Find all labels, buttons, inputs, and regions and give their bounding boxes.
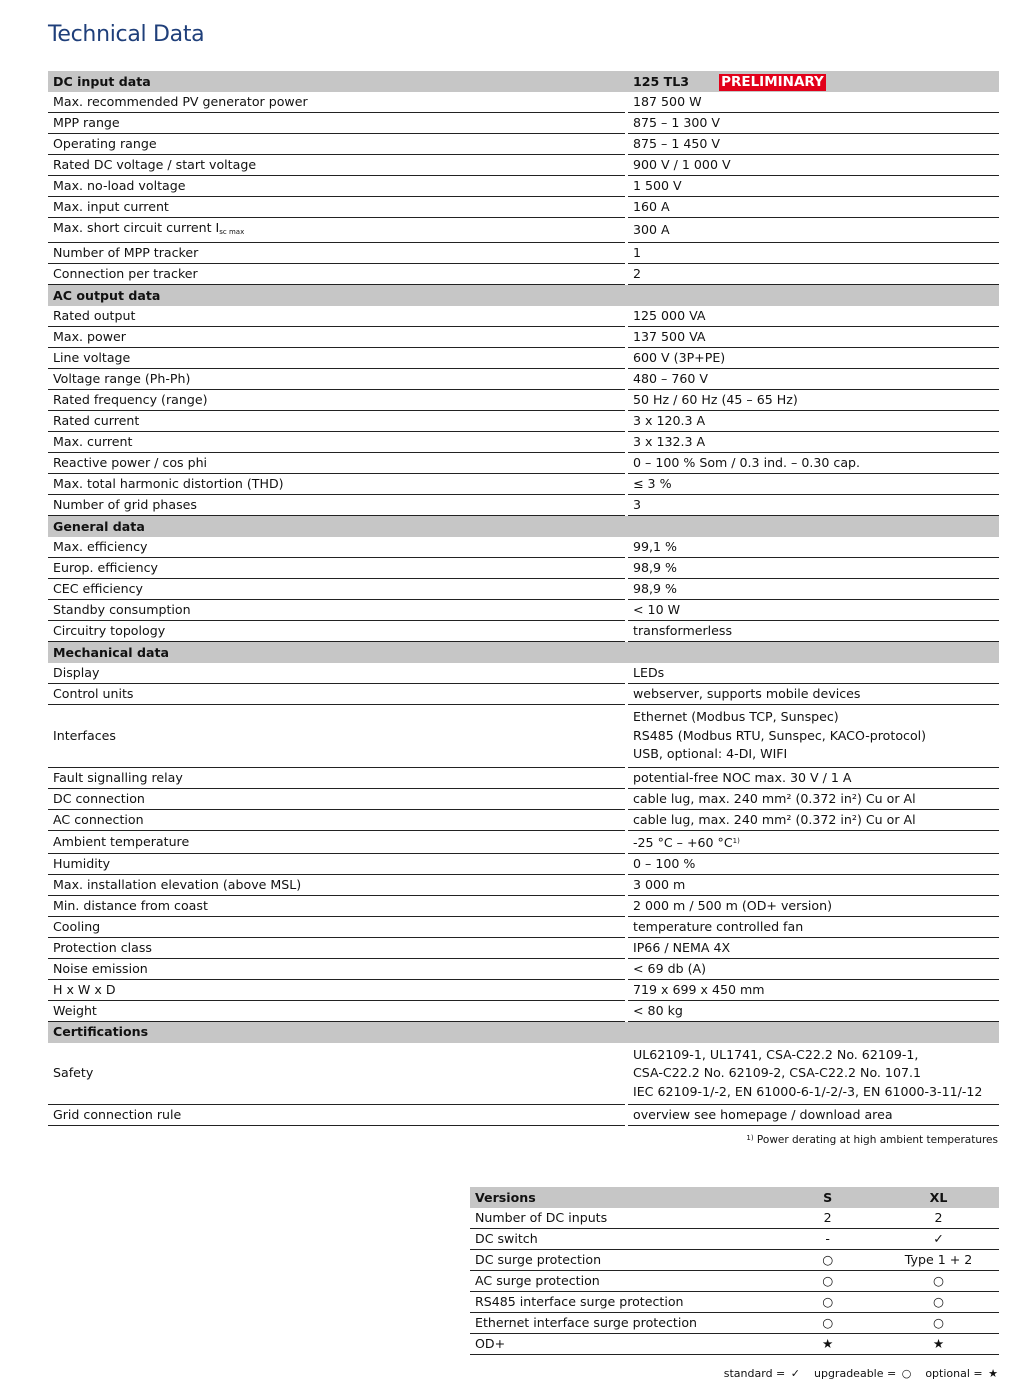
spec-value-text: 3 [633, 497, 642, 512]
spec-label [48, 1105, 625, 1126]
section-heading: Certifications [48, 1022, 625, 1043]
spec-value-text: < 10 W [633, 602, 681, 617]
spec-value [628, 663, 999, 684]
spec-value-text: 3 000 m [633, 876, 686, 892]
spec-label [48, 113, 625, 134]
spec-label [48, 1001, 625, 1022]
spec-value-text: 0 – 100 % Som / 0.3 ind. – 0.30 cap. [633, 455, 861, 470]
spec-label [48, 705, 625, 768]
spec-value-text: transformerless [633, 623, 733, 638]
spec-value-text: 125 000 VA [633, 308, 706, 323]
spec-label-text: Safety [53, 1065, 94, 1080]
spec-label [48, 411, 625, 432]
spec-row [48, 411, 999, 432]
spec-row [48, 831, 999, 854]
spec-value-text: -25 °C – +60 °C [633, 834, 733, 850]
spec-value [628, 579, 999, 600]
spec-label [48, 980, 625, 1001]
spec-label-text: H x W x D [53, 981, 116, 997]
spec-label [48, 155, 625, 176]
spec-label-text: CEC efficiency [53, 581, 144, 596]
star-icon: ★ [988, 1367, 998, 1380]
spec-label [48, 600, 625, 621]
spec-label [48, 810, 625, 831]
spec-label-text: Max. efficiency [53, 539, 148, 554]
spec-value-line: CSA-C22.2 No. 62109-2, CSA-C22.2 No. 107.1 [633, 1065, 921, 1080]
versions-availability: 2 [878, 1208, 999, 1229]
spec-row [48, 155, 999, 176]
spec-row [48, 369, 999, 390]
spec-label-subscript: sc max [219, 228, 245, 236]
spec-value [628, 684, 999, 705]
versions-header-cell: XL [878, 1187, 999, 1208]
section-heading-value [628, 516, 999, 537]
spec-value [628, 113, 999, 134]
legend-upgradeable-label: upgradeable = [814, 1367, 897, 1380]
spec-label-text: Humidity [53, 855, 111, 871]
spec-label-text: Max. power [53, 329, 126, 344]
spec-row [48, 1001, 999, 1022]
spec-value [628, 1043, 999, 1106]
spec-row [48, 92, 999, 113]
spec-label-text: Control units [53, 686, 134, 701]
spec-label-text: Rated frequency (range) [53, 392, 208, 407]
preliminary-badge: PRELIMINARY [721, 73, 824, 90]
spec-label [48, 1043, 625, 1106]
spec-value [628, 1105, 999, 1126]
spec-label [48, 92, 625, 113]
spec-value-text: IP66 / NEMA 4X [633, 939, 731, 955]
spec-value [628, 453, 999, 474]
spec-label-text: Protection class [53, 939, 152, 955]
spec-value [628, 854, 999, 875]
versions-availability: ○ [878, 1271, 999, 1292]
versions-header-cell: Versions [470, 1187, 777, 1208]
footnote-mark: 1) [746, 1134, 754, 1142]
spec-value [628, 134, 999, 155]
spec-value [628, 896, 999, 917]
spec-label [48, 495, 625, 516]
spec-row [48, 705, 999, 768]
spec-value [628, 558, 999, 579]
spec-row [48, 197, 999, 218]
spec-label [48, 621, 625, 642]
spec-label [48, 176, 625, 197]
section-heading-value [628, 71, 999, 92]
spec-value-text: 2 [633, 266, 642, 281]
spec-value [628, 474, 999, 495]
spec-label [48, 831, 625, 854]
spec-row [48, 1043, 999, 1106]
spec-value [628, 218, 999, 243]
spec-label [48, 134, 625, 155]
spec-value [628, 705, 999, 768]
spec-row [48, 495, 999, 516]
spec-row [48, 432, 999, 453]
spec-label-text: Max. recommended PV generator power [53, 94, 308, 109]
versions-availability: ★ [777, 1334, 878, 1355]
spec-row [48, 600, 999, 621]
spec-value-text: cable lug, max. 240 mm² (0.372 in²) Cu or Al [633, 811, 916, 827]
spec-row [48, 390, 999, 411]
spec-label [48, 789, 625, 810]
footnote [746, 1134, 998, 1146]
spec-value [628, 810, 999, 831]
spec-label-text: Circuitry topology [53, 623, 166, 638]
versions-row [470, 1313, 999, 1334]
check-icon: ✓ [790, 1367, 800, 1380]
spec-label-text: Reactive power / cos phi [53, 455, 208, 470]
spec-label-text: Standby consumption [53, 602, 191, 617]
spec-value [628, 768, 999, 789]
spec-value-text: webserver, supports mobile devices [633, 686, 861, 701]
spec-row [48, 789, 999, 810]
spec-value-text: 1 500 V [633, 178, 682, 193]
spec-value-text: 875 – 1 450 V [633, 136, 721, 151]
spec-row [48, 264, 999, 285]
spec-label-text: Cooling [53, 918, 101, 934]
spec-value-text: 300 A [633, 222, 670, 237]
spec-row [48, 959, 999, 980]
spec-row [48, 917, 999, 938]
spec-row [48, 327, 999, 348]
spec-row [48, 558, 999, 579]
spec-label-text: Min. distance from coast [53, 897, 208, 913]
spec-label [48, 327, 625, 348]
spec-row [48, 663, 999, 684]
spec-row [48, 537, 999, 558]
spec-row [48, 113, 999, 134]
spec-value [628, 348, 999, 369]
spec-label-text: Max. short circuit current I [53, 220, 220, 235]
spec-value-text: potential-free NOC max. 30 V / 1 A [633, 769, 852, 785]
versions-feature: Number of DC inputs [470, 1208, 777, 1229]
spec-label-text: Max. input current [53, 199, 169, 214]
spec-value [628, 432, 999, 453]
spec-label [48, 432, 625, 453]
versions-availability: ○ [777, 1271, 878, 1292]
spec-label [48, 197, 625, 218]
spec-label-text: Fault signalling relay [53, 769, 183, 785]
versions-availability: ○ [777, 1250, 878, 1271]
spec-value-line: UL62109-1, UL1741, CSA-C22.2 No. 62109-1, [633, 1046, 919, 1062]
spec-value [628, 176, 999, 197]
versions-feature: OD+ [470, 1334, 777, 1355]
spec-row [48, 810, 999, 831]
spec-value-text: 160 A [633, 199, 670, 214]
legend-standard-label: standard = [723, 1367, 786, 1380]
spec-label [48, 474, 625, 495]
legend-optional-label: optional = [925, 1367, 983, 1380]
spec-value-text: 900 V / 1 000 V [633, 157, 731, 172]
spec-label-text: Weight [53, 1002, 97, 1018]
spec-value [628, 411, 999, 432]
spec-label-text: MPP range [53, 115, 120, 130]
versions-availability: ○ [878, 1292, 999, 1313]
spec-label-text: Display [53, 665, 100, 680]
spec-label-text: Rated current [53, 413, 140, 428]
spec-value-text: 98,9 % [633, 581, 678, 596]
spec-row [48, 768, 999, 789]
spec-value [628, 938, 999, 959]
spec-row [48, 875, 999, 896]
spec-row [48, 1105, 999, 1126]
spec-value-text: < 80 kg [633, 1002, 683, 1018]
versions-row [470, 1250, 999, 1271]
spec-label-text: Rated DC voltage / start voltage [53, 157, 257, 172]
spec-value [628, 369, 999, 390]
model-name: 125 TL3 [633, 73, 690, 89]
versions-availability: ○ [878, 1313, 999, 1334]
spec-label [48, 938, 625, 959]
spec-value [628, 327, 999, 348]
spec-value-text: 50 Hz / 60 Hz (45 – 65 Hz) [633, 392, 798, 407]
spec-label-text: Grid connection rule [53, 1107, 182, 1122]
spec-value-footnote: 1) [732, 836, 740, 845]
spec-value-text: 3 x 132.3 A [633, 434, 706, 449]
versions-availability: Type 1 + 2 [878, 1250, 999, 1271]
spec-label-text: Connection per tracker [53, 266, 198, 281]
spec-value-line: Ethernet (Modbus TCP, Sunspec) [633, 709, 839, 724]
versions-feature: DC switch [470, 1229, 777, 1250]
spec-row [48, 243, 999, 264]
spec-row [48, 474, 999, 495]
spec-value [628, 264, 999, 285]
versions-feature: DC surge protection [470, 1250, 777, 1271]
spec-label [48, 218, 625, 243]
spec-value-text: 2 000 m / 500 m (OD+ version) [633, 897, 833, 913]
footnote-text: Power derating at high ambient temperatures [753, 1134, 998, 1146]
section-header-row [48, 71, 999, 92]
versions-row [470, 1334, 999, 1355]
versions-availability: ○ [777, 1313, 878, 1334]
spec-row [48, 579, 999, 600]
spec-label-text: Ambient temperature [53, 833, 190, 849]
spec-row [48, 453, 999, 474]
spec-row [48, 980, 999, 1001]
spec-value [628, 917, 999, 938]
spec-row [48, 938, 999, 959]
section-header-row [48, 642, 999, 663]
spec-label-text: Max. current [53, 434, 133, 449]
spec-value [628, 980, 999, 1001]
versions-availability: ✓ [878, 1229, 999, 1250]
versions-table [470, 1187, 999, 1355]
spec-value [628, 600, 999, 621]
spec-value-line: USB, optional: 4-DI, WIFI [633, 746, 788, 761]
spec-value-text: 187 500 W [633, 94, 702, 109]
versions-feature: Ethernet interface surge protection [470, 1313, 777, 1334]
spec-row [48, 218, 999, 243]
spec-row [48, 176, 999, 197]
section-heading: DC input data [48, 71, 625, 92]
spec-label-text: Rated output [53, 308, 136, 323]
spec-label-text: Europ. efficiency [53, 560, 158, 575]
spec-label-text: Max. no-load voltage [53, 178, 186, 193]
spec-label [48, 896, 625, 917]
spec-label [48, 264, 625, 285]
spec-label [48, 369, 625, 390]
spec-row [48, 134, 999, 155]
spec-value [628, 1001, 999, 1022]
spec-value-text: 600 V (3P+PE) [633, 350, 726, 365]
spec-value [628, 155, 999, 176]
section-heading-value [628, 642, 999, 663]
spec-label [48, 537, 625, 558]
section-heading: AC output data [48, 285, 625, 306]
versions-feature: AC surge protection [470, 1271, 777, 1292]
spec-value-text: ≤ 3 % [633, 476, 672, 491]
spec-label [48, 854, 625, 875]
spec-value-text: 98,9 % [633, 560, 678, 575]
spec-label [48, 768, 625, 789]
spec-value-text: 875 – 1 300 V [633, 115, 721, 130]
technical-data-table [48, 71, 999, 1126]
spec-value [628, 789, 999, 810]
spec-value [628, 306, 999, 327]
spec-value-text: LEDs [633, 665, 665, 680]
versions-availability: ○ [777, 1292, 878, 1313]
section-heading-value [628, 285, 999, 306]
spec-label-text: Max. installation elevation (above MSL) [53, 876, 302, 892]
spec-value-text: 719 x 699 x 450 mm [633, 981, 765, 997]
spec-value-text: 1 [633, 245, 642, 260]
section-header-row [48, 1022, 999, 1043]
section-header-row [48, 516, 999, 537]
spec-label [48, 390, 625, 411]
spec-value-text: < 69 db (A) [633, 960, 707, 976]
versions-availability: - [777, 1229, 878, 1250]
spec-value [628, 537, 999, 558]
spec-label-text: Noise emission [53, 960, 148, 976]
spec-value-text: temperature controlled fan [633, 918, 804, 934]
versions-row [470, 1229, 999, 1250]
spec-row [48, 684, 999, 705]
spec-value [628, 831, 999, 854]
spec-row [48, 348, 999, 369]
spec-row [48, 621, 999, 642]
spec-value [628, 243, 999, 264]
spec-value-text: overview see homepage / download area [633, 1107, 893, 1122]
versions-row [470, 1271, 999, 1292]
spec-value [628, 959, 999, 980]
page-title: Technical Data [48, 22, 205, 47]
section-header-row [48, 285, 999, 306]
spec-label-text: AC connection [53, 811, 144, 827]
spec-value [628, 197, 999, 218]
versions-row [470, 1292, 999, 1313]
spec-label-text: DC connection [53, 790, 145, 806]
spec-value-line: RS485 (Modbus RTU, Sunspec, KACO-protocol) [633, 727, 927, 743]
spec-value [628, 621, 999, 642]
spec-label [48, 453, 625, 474]
spec-label [48, 579, 625, 600]
spec-label-text: Number of grid phases [53, 497, 197, 512]
section-heading: Mechanical data [48, 642, 625, 663]
spec-label [48, 558, 625, 579]
spec-label [48, 917, 625, 938]
versions-availability: ★ [878, 1334, 999, 1355]
spec-label [48, 875, 625, 896]
versions-header-row [470, 1187, 999, 1208]
spec-label [48, 306, 625, 327]
spec-value-line: IEC 62109-1/-2, EN 61000-6-1/-2/-3, EN 61000-3-11/-12 [633, 1083, 983, 1099]
versions-header-cell: S [777, 1187, 878, 1208]
spec-row [48, 896, 999, 917]
spec-row [48, 854, 999, 875]
spec-value-text: cable lug, max. 240 mm² (0.372 in²) Cu or Al [633, 790, 916, 806]
spec-value-text: 137 500 VA [633, 329, 706, 344]
spec-label [48, 348, 625, 369]
spec-label-text: Voltage range (Ph-Ph) [53, 371, 191, 386]
versions-feature: RS485 interface surge protection [470, 1292, 777, 1313]
spec-value-text: 480 – 760 V [633, 371, 708, 386]
spec-row [48, 306, 999, 327]
spec-label [48, 959, 625, 980]
spec-label [48, 663, 625, 684]
spec-label [48, 684, 625, 705]
spec-label-text: Interfaces [53, 727, 116, 743]
versions-availability: 2 [777, 1208, 878, 1229]
spec-value-text: 3 x 120.3 A [633, 413, 706, 428]
spec-label-text: Operating range [53, 136, 157, 151]
spec-value [628, 390, 999, 411]
section-heading: General data [48, 516, 625, 537]
spec-value [628, 875, 999, 896]
circle-icon: ○ [901, 1367, 912, 1380]
versions-row [470, 1208, 999, 1229]
spec-value-text: 99,1 % [633, 539, 678, 554]
spec-label-text: Number of MPP tracker [53, 245, 199, 260]
spec-value-text: 0 – 100 % [633, 855, 696, 871]
spec-label [48, 243, 625, 264]
section-heading-value [628, 1022, 999, 1043]
spec-label-text: Line voltage [53, 350, 131, 365]
symbol-legend [724, 1367, 998, 1380]
spec-label-text: Max. total harmonic distortion (THD) [53, 476, 284, 491]
spec-value [628, 92, 999, 113]
spec-value [628, 495, 999, 516]
